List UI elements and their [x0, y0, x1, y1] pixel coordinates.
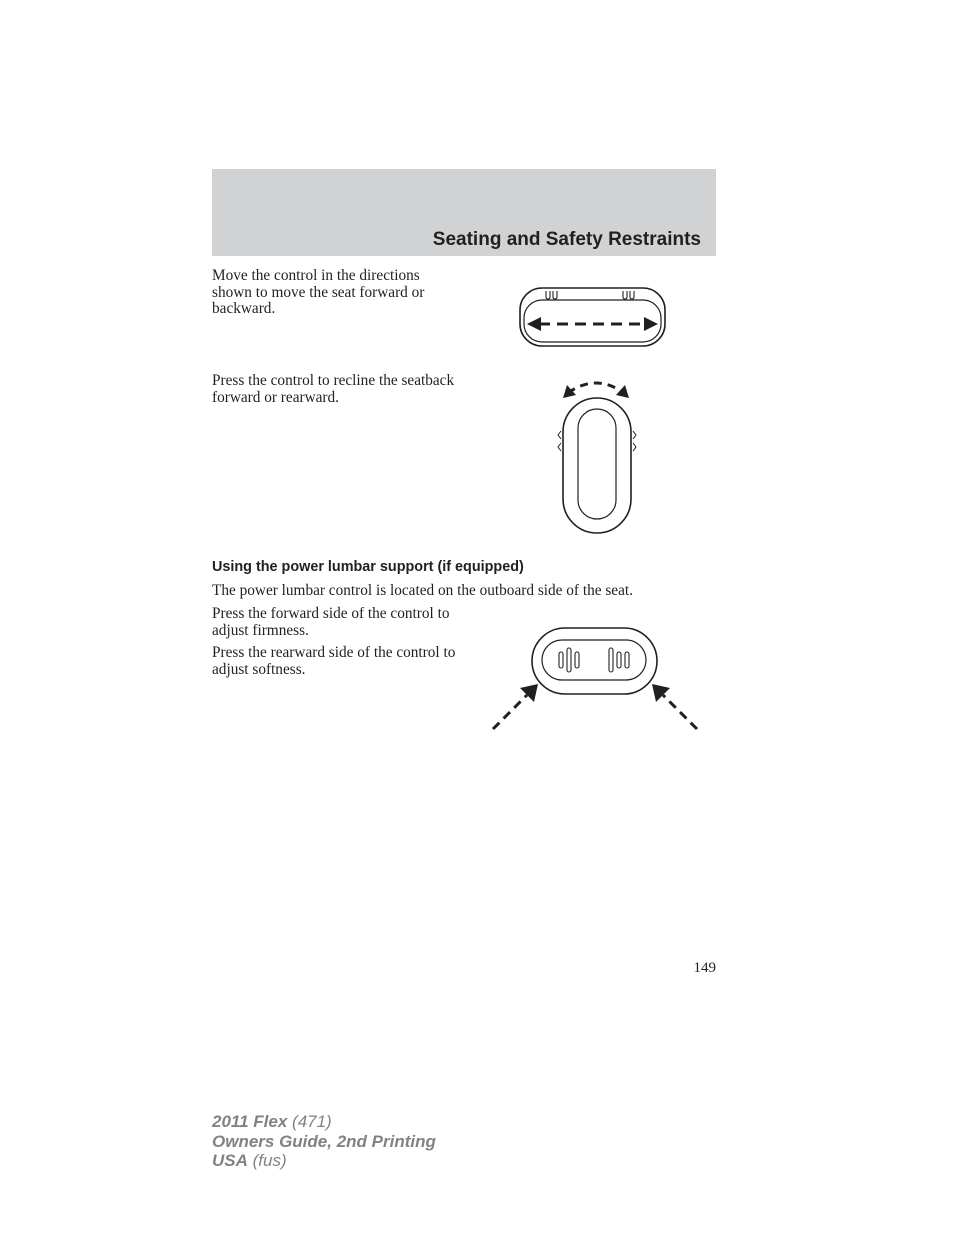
- footer-market: USA: [212, 1151, 248, 1170]
- footer-market-code: (fus): [252, 1151, 287, 1170]
- footer-line-3: [212, 1151, 436, 1171]
- section-title: Seating and Safety Restraints: [432, 229, 701, 250]
- footer-line-2: Owners Guide, 2nd Printing: [212, 1131, 436, 1151]
- recline-control-icon: [552, 373, 642, 538]
- footer: [212, 1112, 436, 1171]
- footer-model: 2011 Flex: [212, 1112, 288, 1131]
- lumbar-control-icon: [488, 622, 704, 734]
- seat-move-paragraph: Move the control in the directions shown to move the seat forward or backward.: [212, 267, 425, 318]
- footer-line-1: [212, 1112, 436, 1132]
- firmness-paragraph: Press the forward side of the control to adjust firmness.: [212, 605, 450, 639]
- header-band: [212, 169, 716, 256]
- softness-paragraph: Press the rearward side of the control to adjust softness.: [212, 644, 456, 678]
- footer-model-code: (471): [292, 1112, 332, 1131]
- recline-paragraph: Press the control to recline the seatback forward or rearward.: [212, 372, 455, 406]
- lumbar-location-paragraph: The power lumbar control is located on the outboard side of the seat.: [212, 582, 633, 599]
- lumbar-heading: Using the power lumbar support (if equipped): [212, 559, 524, 575]
- seat-track-control-icon: [515, 283, 670, 351]
- page-number: 149: [693, 960, 716, 976]
